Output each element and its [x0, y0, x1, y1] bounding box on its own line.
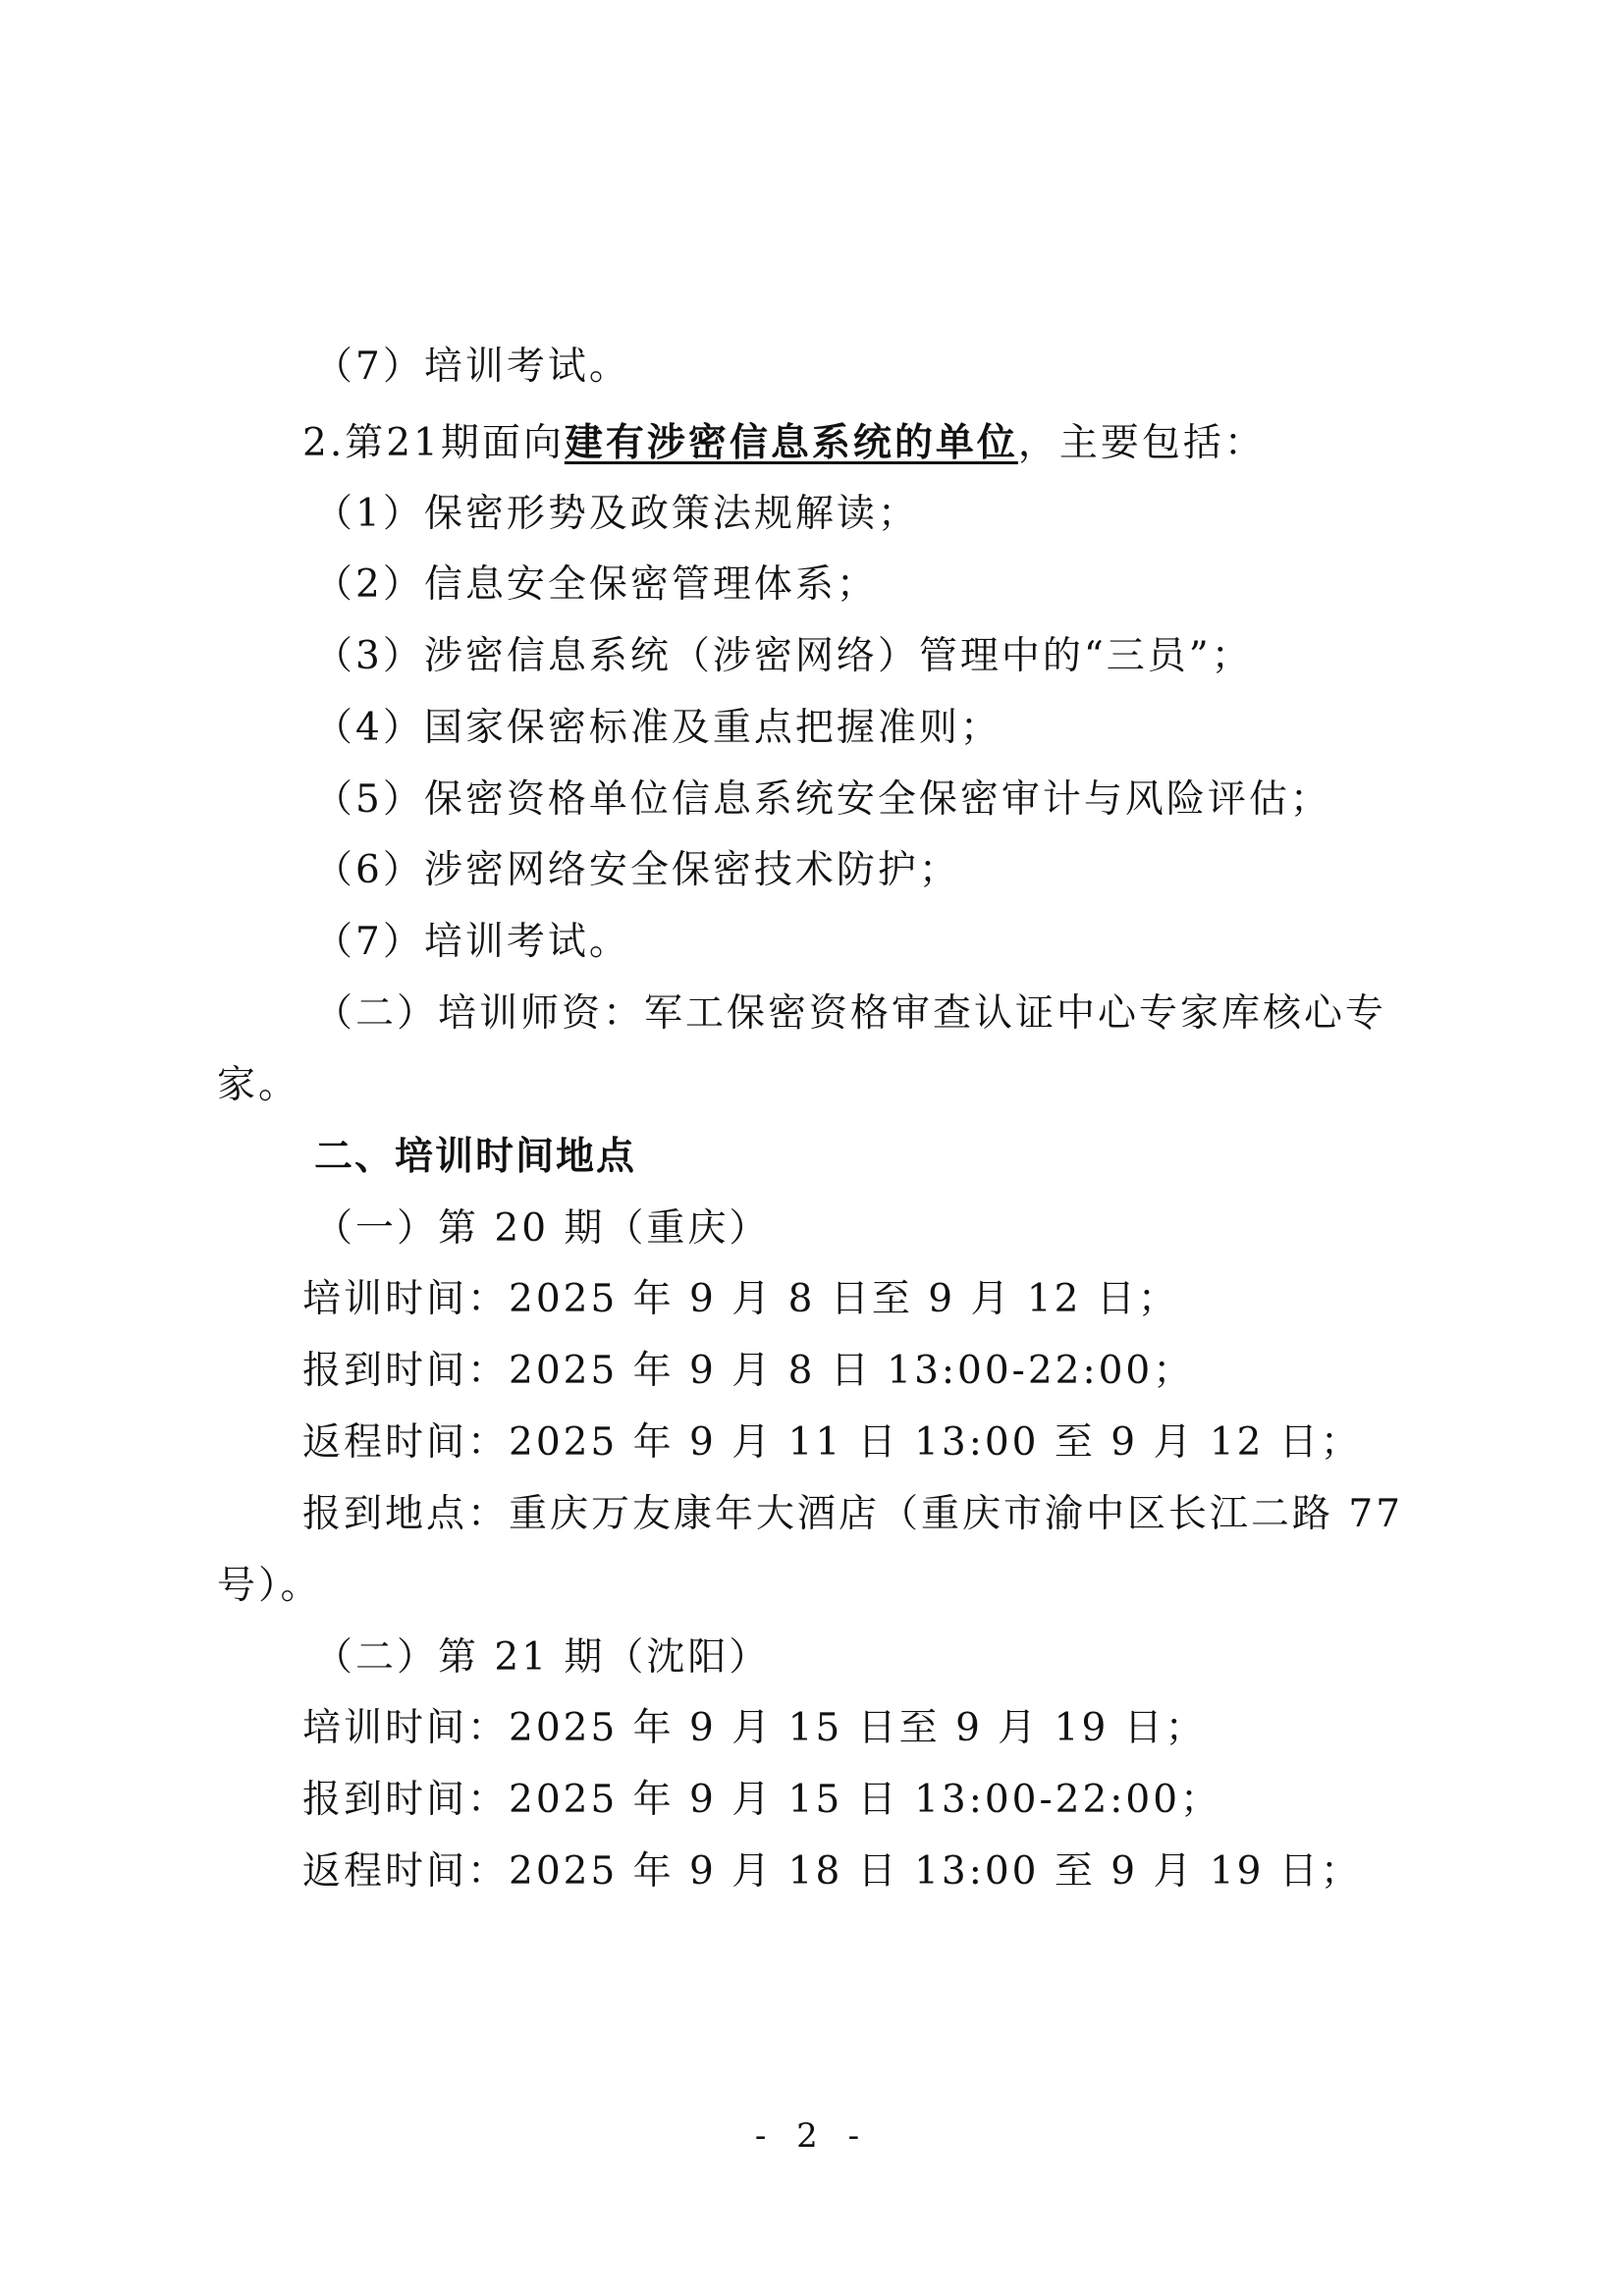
section-intro [302, 417, 1266, 469]
training-time: 培训时间：2025 年 9 月 15 日至 9 月 19 日； [302, 1706, 1207, 1750]
section-intro-emphasis: 建有涉密信息系统的单位 [564, 420, 1018, 465]
list-item: （6）涉密网络安全保密技术防护； [314, 848, 960, 892]
registration-time: 报到时间：2025 年 9 月 8 日 13:00-22:00； [302, 1349, 1195, 1393]
list-item: （2）信息安全保密管理体系； [314, 562, 878, 607]
teachers-paragraph-line1: （二）培训师资：军工保密资格审查认证中心专家库核心专 [314, 991, 1387, 1036]
registration-location-line1: 报到地点：重庆万友康年大酒店（重庆市渝中区长江二路 77 [302, 1492, 1404, 1536]
list-item: （7）培训考试。 [314, 345, 630, 389]
period-title: （一）第 20 期（重庆） [314, 1206, 771, 1251]
list-item: （3）涉密信息系统（涉密网络）管理中的“三员”； [314, 634, 1253, 678]
list-item: （1）保密形势及政策法规解读； [314, 492, 919, 536]
training-time: 培训时间：2025 年 9 月 8 日至 9 月 12 日； [302, 1277, 1179, 1321]
teachers-paragraph-line2: 家。 [217, 1063, 300, 1107]
list-item: （4）国家保密标准及重点把握准则； [314, 706, 1001, 750]
list-item: （7）培训考试。 [314, 920, 630, 964]
section-heading: 二、培训时间地点 [314, 1135, 637, 1179]
period-title: （二）第 21 期（沈阳） [314, 1635, 771, 1680]
list-item: （5）保密资格单位信息系统安全保密审计与风险评估； [314, 777, 1331, 822]
section-intro-prefix: 2.第21期面向 [302, 421, 565, 465]
registration-location-line2: 号）。 [217, 1564, 322, 1608]
section-intro-suffix: ，主要包括： [1017, 421, 1266, 465]
return-time: 返程时间：2025 年 9 月 11 日 13:00 至 9 月 12 日； [302, 1420, 1362, 1465]
page-number: - 2 - [754, 2116, 870, 2156]
return-time: 返程时间：2025 年 9 月 18 日 13:00 至 9 月 19 日； [302, 1849, 1362, 1894]
registration-time: 报到时间：2025 年 9 月 15 日 13:00-22:00； [302, 1778, 1222, 1822]
